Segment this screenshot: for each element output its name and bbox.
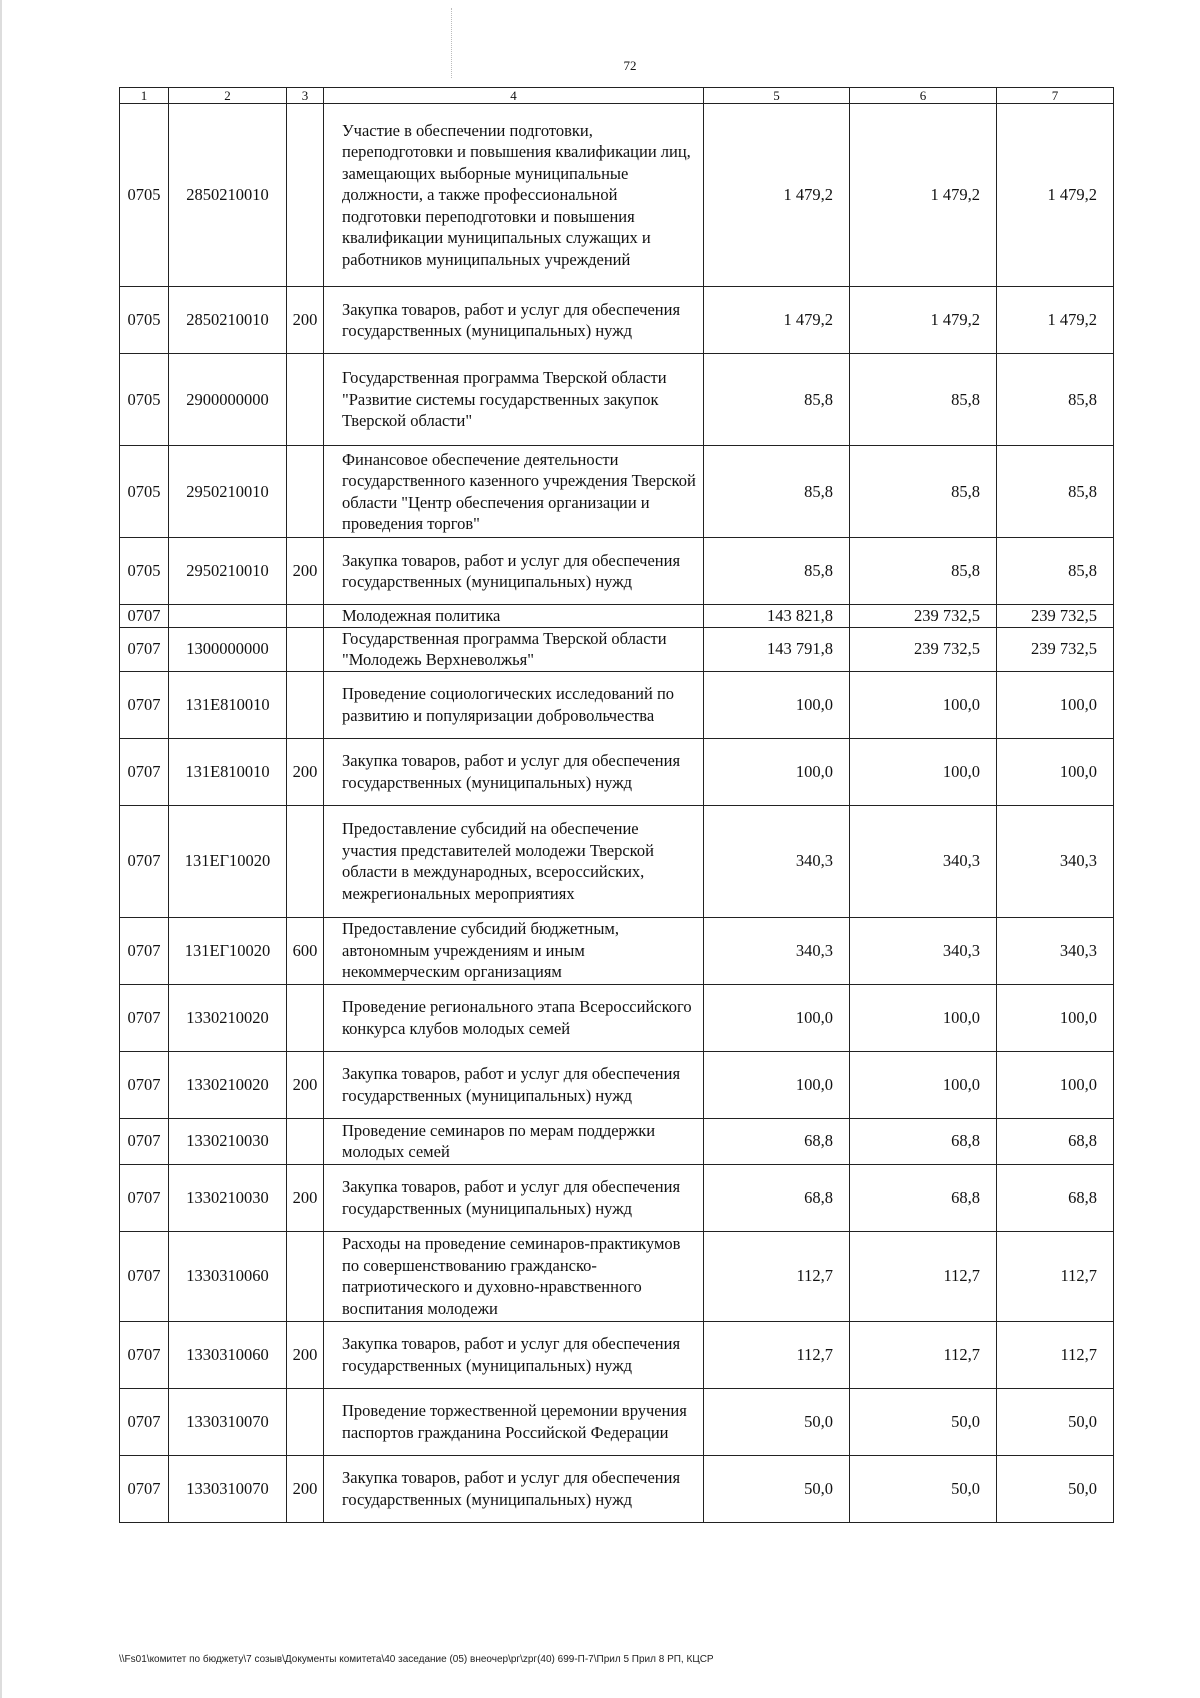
cell-col-7: 50,0: [997, 1455, 1114, 1522]
scan-edge-mark: [0, 0, 2, 1698]
cell-col-2: 2950210010: [169, 446, 287, 538]
header-col-4: 4: [324, 88, 704, 104]
cell-col-5: 100,0: [704, 1051, 850, 1118]
table-row: [120, 1455, 1114, 1522]
cell-col-3: 200: [287, 1321, 324, 1388]
cell-col-4: Проведение торжественной церемонии вручения паспортов гражданина Российской Федерации: [324, 1388, 704, 1455]
cell-col-3: 200: [287, 1455, 324, 1522]
cell-col-1: 0707: [120, 1388, 169, 1455]
cell-col-5: 143 821,8: [704, 605, 850, 628]
cell-col-1: 0707: [120, 671, 169, 738]
cell-col-1: 0705: [120, 446, 169, 538]
cell-col-5: 68,8: [704, 1164, 850, 1231]
cell-col-7: 100,0: [997, 738, 1114, 805]
cell-col-6: 100,0: [850, 738, 997, 805]
table-row: [120, 354, 1114, 446]
cell-col-5: 112,7: [704, 1321, 850, 1388]
table-row: [120, 1051, 1114, 1118]
table-row: [120, 917, 1114, 984]
cell-col-3: 200: [287, 1164, 324, 1231]
table-row: [120, 287, 1114, 354]
cell-col-2: 1330310070: [169, 1388, 287, 1455]
cell-col-2: 131ЕГ10020: [169, 805, 287, 917]
cell-col-4: Проведение семинаров по мерам поддержки молодых семей: [324, 1118, 704, 1164]
cell-col-6: 1 479,2: [850, 287, 997, 354]
cell-col-3: [287, 104, 324, 287]
cell-col-1: 0707: [120, 984, 169, 1051]
cell-col-6: 85,8: [850, 446, 997, 538]
cell-col-3: [287, 1231, 324, 1321]
cell-col-4: Участие в обеспечении подготовки, переподготовки и повышения квалификации лиц, замещающих выборные муниципальные должности, а также профессиональной подготовки переподготовки и повышения квалификации муниципальных служащих и работников муниципальных учреждений: [324, 104, 704, 287]
cell-col-4: Предоставление субсидий бюджетным, автономным учреждениям и иным некоммерческим организациям: [324, 917, 704, 984]
cell-col-7: 1 479,2: [997, 104, 1114, 287]
header-col-7: 7: [997, 88, 1114, 104]
cell-col-5: 340,3: [704, 917, 850, 984]
cell-col-5: 68,8: [704, 1118, 850, 1164]
cell-col-7: 340,3: [997, 917, 1114, 984]
cell-col-6: 112,7: [850, 1321, 997, 1388]
cell-col-6: 85,8: [850, 538, 997, 605]
cell-col-2: 1300000000: [169, 627, 287, 671]
table-row: [120, 538, 1114, 605]
cell-col-6: 112,7: [850, 1231, 997, 1321]
cell-col-5: 1 479,2: [704, 287, 850, 354]
cell-col-4: Закупка товаров, работ и услуг для обеспечения государственных (муниципальных) нужд: [324, 1321, 704, 1388]
cell-col-2: 2850210010: [169, 287, 287, 354]
cell-col-1: 0707: [120, 805, 169, 917]
cell-col-3: 200: [287, 738, 324, 805]
cell-col-2: 1330210020: [169, 984, 287, 1051]
cell-col-7: 1 479,2: [997, 287, 1114, 354]
cell-col-1: 0707: [120, 1118, 169, 1164]
cell-col-3: 200: [287, 1051, 324, 1118]
cell-col-4: Закупка товаров, работ и услуг для обеспечения государственных (муниципальных) нужд: [324, 738, 704, 805]
header-col-5: 5: [704, 88, 850, 104]
cell-col-1: 0707: [120, 605, 169, 628]
cell-col-4: Государственная программа Тверской области "Развитие системы государственных закупок Тверской области": [324, 354, 704, 446]
header-row: [120, 88, 1114, 104]
cell-col-6: 50,0: [850, 1388, 997, 1455]
cell-col-5: 50,0: [704, 1388, 850, 1455]
table-row: [120, 446, 1114, 538]
cell-col-1: 0707: [120, 917, 169, 984]
cell-col-2: 2850210010: [169, 104, 287, 287]
cell-col-3: [287, 805, 324, 917]
cell-col-2: [169, 605, 287, 628]
cell-col-7: 85,8: [997, 446, 1114, 538]
cell-col-1: 0707: [120, 1231, 169, 1321]
cell-col-2: 1330210030: [169, 1164, 287, 1231]
header-col-3: 3: [287, 88, 324, 104]
cell-col-7: 100,0: [997, 671, 1114, 738]
table-row: [120, 805, 1114, 917]
table-row: [120, 1118, 1114, 1164]
cell-col-4: Закупка товаров, работ и услуг для обеспечения государственных (муниципальных) нужд: [324, 538, 704, 605]
cell-col-5: 1 479,2: [704, 104, 850, 287]
cell-col-3: [287, 1118, 324, 1164]
table-row: [120, 104, 1114, 287]
cell-col-3: [287, 1388, 324, 1455]
cell-col-5: 100,0: [704, 984, 850, 1051]
cell-col-2: 131ЕГ10020: [169, 917, 287, 984]
cell-col-2: 131E810010: [169, 738, 287, 805]
cell-col-4: Закупка товаров, работ и услуг для обеспечения государственных (муниципальных) нужд: [324, 1051, 704, 1118]
cell-col-6: 340,3: [850, 805, 997, 917]
cell-col-7: 100,0: [997, 984, 1114, 1051]
cell-col-7: 239 732,5: [997, 605, 1114, 628]
cell-col-6: 50,0: [850, 1455, 997, 1522]
cell-col-6: 1 479,2: [850, 104, 997, 287]
cell-col-2: 2900000000: [169, 354, 287, 446]
cell-col-7: 239 732,5: [997, 627, 1114, 671]
cell-col-3: [287, 671, 324, 738]
cell-col-6: 68,8: [850, 1164, 997, 1231]
table-row: [120, 1231, 1114, 1321]
cell-col-4: Закупка товаров, работ и услуг для обеспечения государственных (муниципальных) нужд: [324, 1164, 704, 1231]
cell-col-4: Закупка товаров, работ и услуг для обеспечения государственных (муниципальных) нужд: [324, 287, 704, 354]
cell-col-3: 600: [287, 917, 324, 984]
page-number: 72: [623, 58, 637, 73]
table-row: [120, 738, 1114, 805]
cell-col-6: 340,3: [850, 917, 997, 984]
cell-col-1: 0705: [120, 354, 169, 446]
cell-col-7: 68,8: [997, 1118, 1114, 1164]
header-col-2: 2: [169, 88, 287, 104]
cell-col-4: Предоставление субсидий на обеспечение участия представителей молодежи Тверской области в международных, всероссийских, межрегиональных мероприятиях: [324, 805, 704, 917]
cell-col-5: 85,8: [704, 446, 850, 538]
budget-table: [119, 87, 1114, 1523]
cell-col-1: 0705: [120, 538, 169, 605]
cell-col-5: 100,0: [704, 738, 850, 805]
cell-col-6: 239 732,5: [850, 627, 997, 671]
cell-col-5: 112,7: [704, 1231, 850, 1321]
cell-col-2: 131E810010: [169, 671, 287, 738]
cell-col-3: [287, 627, 324, 671]
cell-col-7: 340,3: [997, 805, 1114, 917]
cell-col-4: Проведение регионального этапа Всероссийского конкурса клубов молодых семей: [324, 984, 704, 1051]
footer-file-path: \\Fs01\комитет по бюджету\7 созыв\Документы комитета\40 заседание (05) внеочер\рг\zрг(40) 699-П-7\Прил 5 Прил 8 РП, КЦСР: [119, 1654, 714, 1665]
cell-col-7: 68,8: [997, 1164, 1114, 1231]
cell-col-7: 85,8: [997, 354, 1114, 446]
table-row: [120, 984, 1114, 1051]
cell-col-4: Финансовое обеспечение деятельности государственного казенного учреждения Тверской области "Центр обеспечения организации и проведения торгов": [324, 446, 704, 538]
cell-col-4: Государственная программа Тверской области "Молодежь Верхневолжья": [324, 627, 704, 671]
cell-col-1: 0707: [120, 627, 169, 671]
cell-col-2: 1330210020: [169, 1051, 287, 1118]
cell-col-1: 0705: [120, 287, 169, 354]
cell-col-7: 50,0: [997, 1388, 1114, 1455]
cell-col-5: 100,0: [704, 671, 850, 738]
cell-col-6: 100,0: [850, 984, 997, 1051]
cell-col-3: 200: [287, 538, 324, 605]
cell-col-3: [287, 605, 324, 628]
cell-col-6: 100,0: [850, 671, 997, 738]
cell-col-2: 1330210030: [169, 1118, 287, 1164]
cell-col-1: 0707: [120, 1455, 169, 1522]
cell-col-2: 1330310060: [169, 1231, 287, 1321]
cell-col-3: 200: [287, 287, 324, 354]
cell-col-1: 0707: [120, 1164, 169, 1231]
cell-col-1: 0707: [120, 1051, 169, 1118]
table-row: [120, 1321, 1114, 1388]
cell-col-5: 340,3: [704, 805, 850, 917]
cell-col-6: 68,8: [850, 1118, 997, 1164]
cell-col-1: 0707: [120, 738, 169, 805]
table-row: [120, 627, 1114, 671]
cell-col-7: 112,7: [997, 1321, 1114, 1388]
cell-col-4: Молодежная политика: [324, 605, 704, 628]
header-col-6: 6: [850, 88, 997, 104]
cell-col-7: 85,8: [997, 538, 1114, 605]
cell-col-4: Проведение социологических исследований по развитию и популяризации добровольчества: [324, 671, 704, 738]
cell-col-5: 85,8: [704, 538, 850, 605]
cell-col-5: 85,8: [704, 354, 850, 446]
table-row: [120, 1164, 1114, 1231]
cell-col-1: 0705: [120, 104, 169, 287]
cell-col-4: Закупка товаров, работ и услуг для обеспечения государственных (муниципальных) нужд: [324, 1455, 704, 1522]
cell-col-5: 50,0: [704, 1455, 850, 1522]
cell-col-6: 239 732,5: [850, 605, 997, 628]
cell-col-3: [287, 354, 324, 446]
cell-col-2: 1330310060: [169, 1321, 287, 1388]
cell-col-7: 100,0: [997, 1051, 1114, 1118]
cell-col-5: 143 791,8: [704, 627, 850, 671]
cell-col-6: 100,0: [850, 1051, 997, 1118]
table-row: [120, 605, 1114, 628]
table-row: [120, 671, 1114, 738]
cell-col-3: [287, 984, 324, 1051]
cell-col-2: 2950210010: [169, 538, 287, 605]
header-col-1: 1: [120, 88, 169, 104]
cell-col-2: 1330310070: [169, 1455, 287, 1522]
cell-col-1: 0707: [120, 1321, 169, 1388]
table-row: [120, 1388, 1114, 1455]
cell-col-6: 85,8: [850, 354, 997, 446]
cell-col-7: 112,7: [997, 1231, 1114, 1321]
cell-col-4: Расходы на проведение семинаров-практикумов по совершенствованию гражданско-патриотического и духовно-нравственного воспитания молодежи: [324, 1231, 704, 1321]
cell-col-3: [287, 446, 324, 538]
